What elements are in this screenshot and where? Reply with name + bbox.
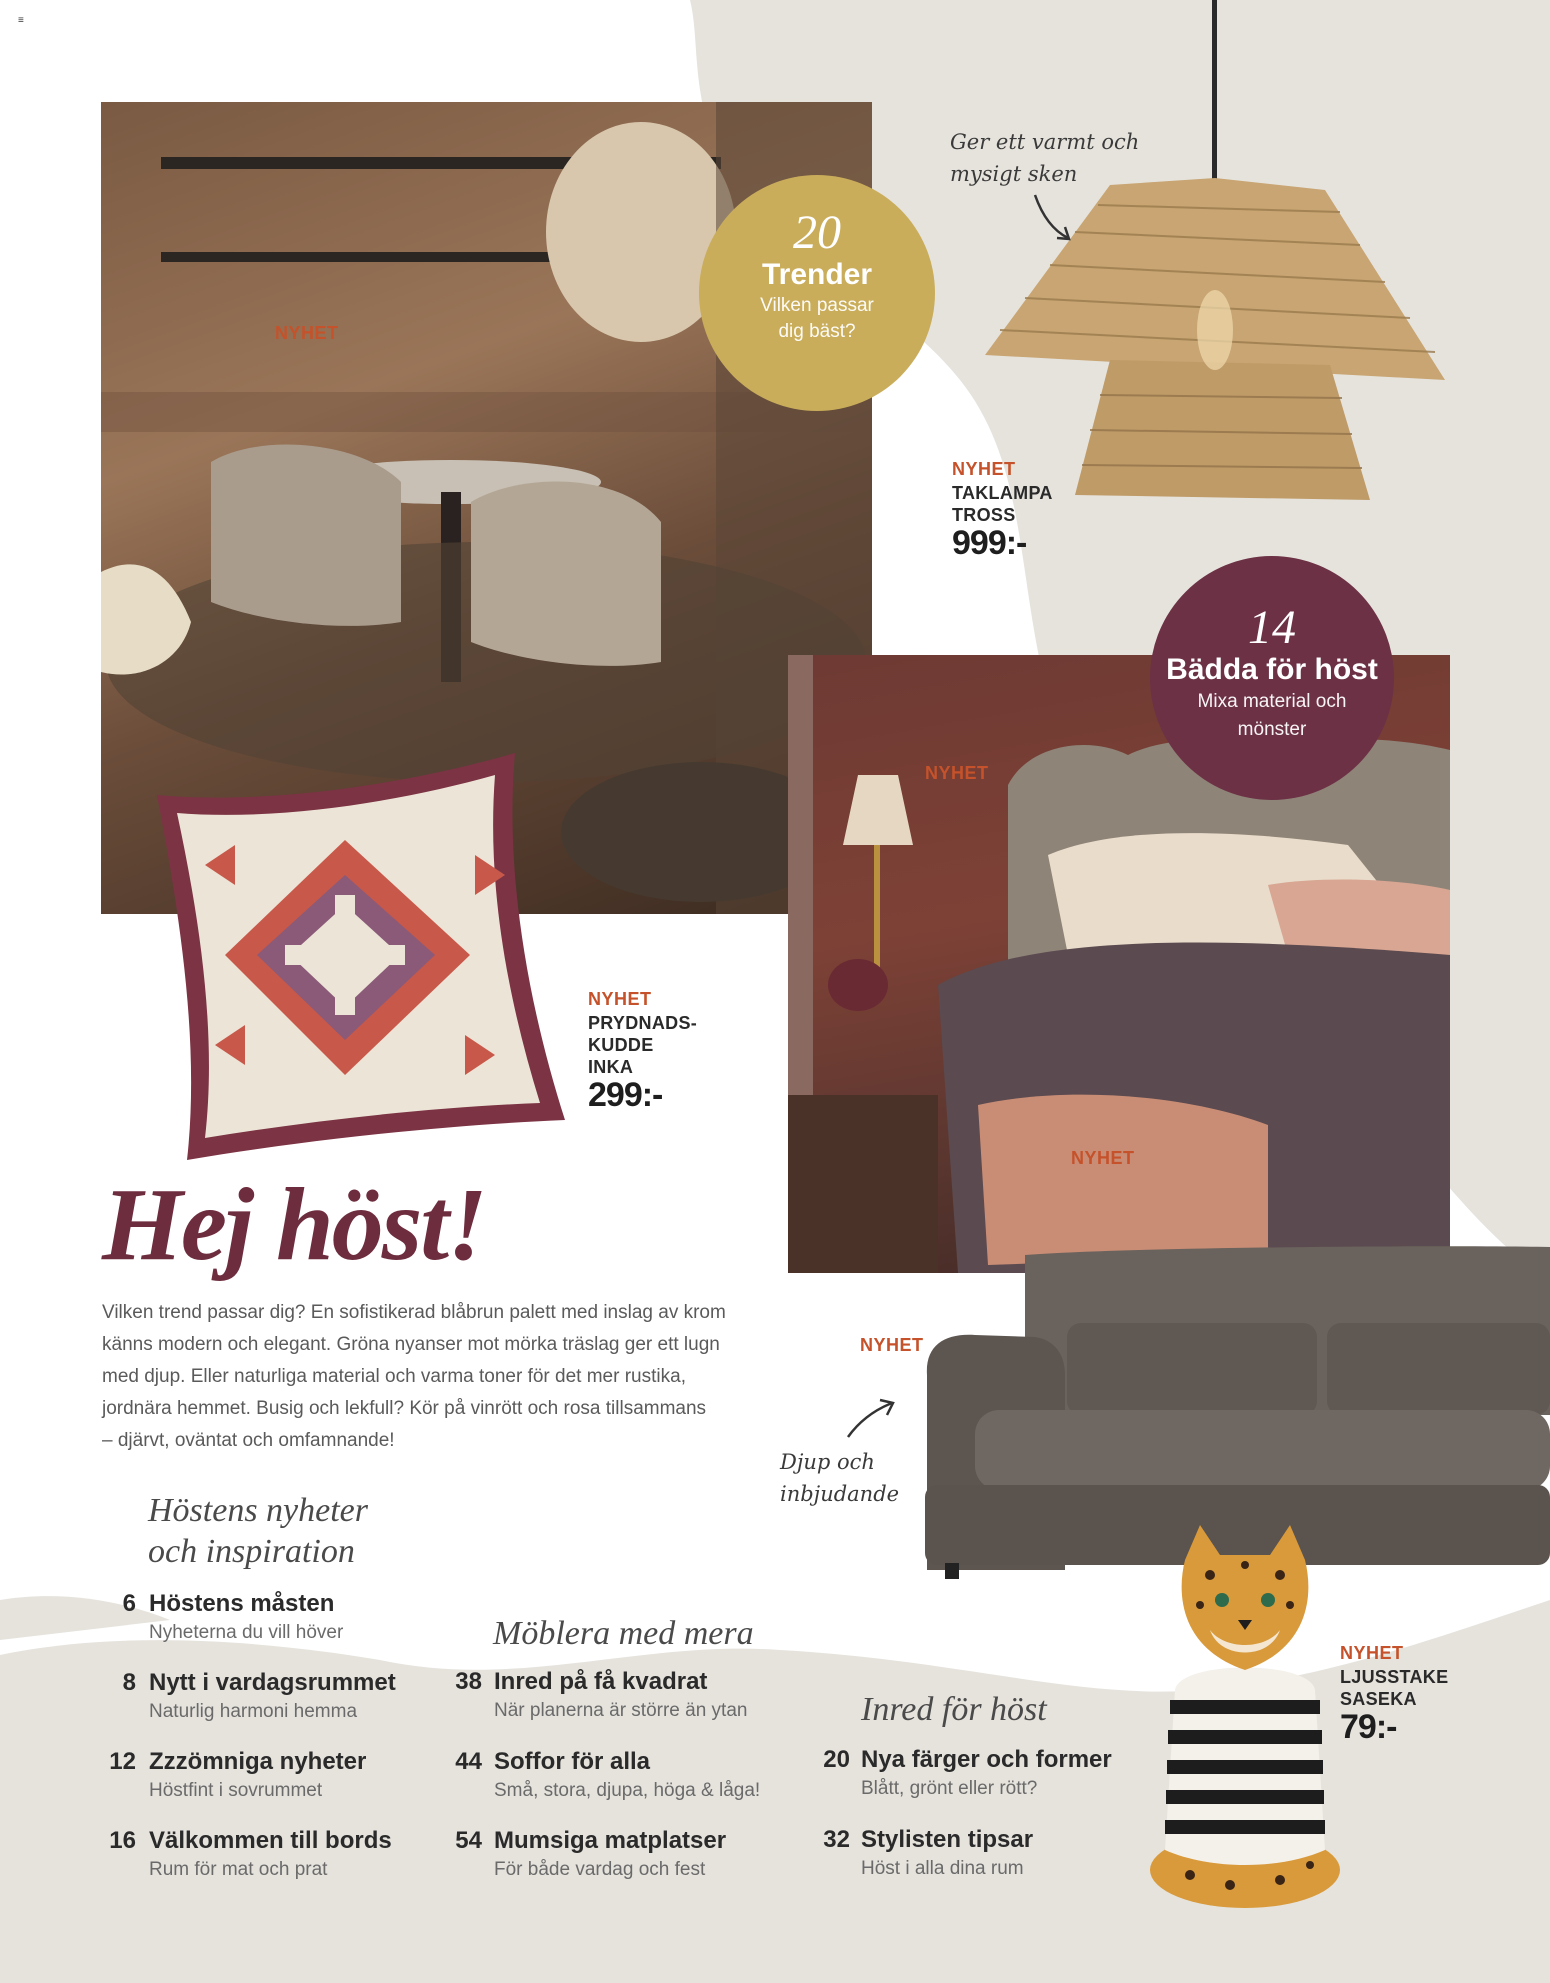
candleholder-nyhet-label: NYHET bbox=[1340, 1643, 1404, 1663]
trends-badge[interactable] bbox=[699, 175, 935, 411]
bedroom-bed-nyhet-label: NYHET bbox=[1071, 1148, 1135, 1168]
entry-subtitle: För både vardag och fest bbox=[494, 1859, 706, 1880]
entry-title: Välkommen till bords bbox=[149, 1827, 392, 1854]
entry-subtitle: Rum för mat och prat bbox=[149, 1859, 328, 1880]
intro-line-5: – djärvt, oväntat och omfamnande! bbox=[102, 1430, 395, 1451]
intro-line-2: känns modern och elegant. Gröna nyanser mot mörka träslag ger ett lugn bbox=[102, 1334, 720, 1355]
curved-arrow-icon bbox=[1030, 190, 1080, 245]
entry-subtitle: Höst i alla dina rum bbox=[861, 1858, 1024, 1879]
lamp-name-1: TAKLAMPA bbox=[952, 483, 1053, 503]
entry-page-number: 38 bbox=[455, 1668, 482, 1695]
entry-subtitle: Höstfint i sovrummet bbox=[149, 1780, 323, 1801]
bedding-badge[interactable] bbox=[1150, 556, 1394, 800]
bedding-badge-subtitle-2: mönster bbox=[1237, 719, 1307, 740]
dining-nyhet-label: NYHET bbox=[275, 323, 339, 343]
lamp-nyhet-label: NYHET bbox=[952, 459, 1016, 479]
entry-page-number: 12 bbox=[109, 1748, 136, 1775]
page-headline: Hej höst! bbox=[102, 1167, 486, 1282]
bedding-badge-title: Bädda för höst bbox=[1166, 653, 1378, 686]
arrow-up-right-icon bbox=[840, 1395, 900, 1445]
entry-title: Zzzömniga nyheter bbox=[149, 1748, 367, 1775]
contents-entry[interactable] bbox=[96, 1748, 476, 1810]
cushion-image bbox=[145, 745, 565, 1165]
contents-entry[interactable] bbox=[810, 1746, 1150, 1808]
intro-line-1: Vilken trend passar dig? En sofistikerad blåbrun palett med inslag av krom bbox=[102, 1302, 726, 1323]
candleholder-name-1: LJUSSTAKE bbox=[1340, 1667, 1449, 1687]
entry-title: Nya färger och former bbox=[861, 1746, 1112, 1773]
candleholder-name-2: SASEKA bbox=[1340, 1689, 1417, 1709]
section-1-title-line-1: Höstens nyheter bbox=[148, 1492, 369, 1529]
entry-page-number: 20 bbox=[823, 1746, 850, 1773]
bedroom-lamp-nyhet-label: NYHET bbox=[925, 763, 989, 783]
entry-title: Inred på få kvadrat bbox=[494, 1668, 708, 1695]
cushion-name-3: INKA bbox=[588, 1057, 634, 1077]
cushion-name-2: KUDDE bbox=[588, 1035, 654, 1055]
lamp-price: 999:- bbox=[952, 524, 1027, 562]
contents-entry[interactable] bbox=[96, 1827, 476, 1889]
contents-entry[interactable] bbox=[442, 1827, 822, 1889]
entry-title: Soffor för alla bbox=[494, 1748, 651, 1775]
contents-entry[interactable] bbox=[810, 1826, 1150, 1888]
entry-page-number: 16 bbox=[109, 1827, 136, 1854]
contents-section-1-title bbox=[148, 1490, 368, 1572]
entry-title: Stylisten tipsar bbox=[861, 1826, 1034, 1853]
intro-line-4: jordnära hemmet. Busig och lekfull? Kör på vinrött och rosa tillsammans bbox=[102, 1398, 707, 1419]
trends-badge-number: 20 bbox=[793, 206, 841, 259]
trends-badge-subtitle-2: dig bäst? bbox=[778, 321, 856, 342]
entry-title: Höstens måsten bbox=[149, 1590, 335, 1617]
trends-badge-subtitle-1: Vilken passar bbox=[760, 295, 874, 316]
entry-title: Mumsiga matplatser bbox=[494, 1827, 727, 1854]
intro-paragraph bbox=[102, 1297, 782, 1457]
lamp-handwriting-1: Ger ett varmt och bbox=[950, 130, 1140, 154]
lamp-name-2: TROSS bbox=[952, 505, 1016, 525]
menu-icon[interactable]: ≡ bbox=[18, 15, 24, 26]
entry-title: Nytt i vardagsrummet bbox=[149, 1669, 396, 1696]
pendant-lamp-image bbox=[980, 0, 1460, 510]
intro-line-3: med djup. Eller naturliga material och varma toner för det mer rustika, bbox=[102, 1366, 686, 1387]
entry-subtitle: Blått, grönt eller rött? bbox=[861, 1778, 1038, 1799]
candleholder-price: 79:- bbox=[1340, 1708, 1397, 1746]
cushion-price: 299:- bbox=[588, 1076, 663, 1114]
bedding-badge-number: 14 bbox=[1248, 601, 1296, 654]
entry-subtitle: Nyheterna du vill höver bbox=[149, 1622, 344, 1643]
entry-page-number: 54 bbox=[455, 1827, 482, 1854]
entry-page-number: 8 bbox=[122, 1669, 136, 1696]
entry-subtitle: När planerna är större än ytan bbox=[494, 1700, 748, 1721]
sofa-handwriting-2: inbjudande bbox=[780, 1482, 900, 1506]
bedding-badge-subtitle-1: Mixa material och bbox=[1197, 691, 1347, 712]
contents-section-3-title: Inred för höst bbox=[861, 1691, 1047, 1728]
cushion-name-1: PRYDNADS- bbox=[588, 1013, 698, 1033]
cushion-nyhet-label: NYHET bbox=[588, 989, 652, 1009]
entry-page-number: 6 bbox=[122, 1590, 136, 1617]
sofa-handwriting-1: Djup och bbox=[780, 1450, 875, 1474]
section-1-title-line-2: och inspiration bbox=[148, 1533, 355, 1570]
contents-entry[interactable] bbox=[96, 1669, 476, 1731]
contents-entry[interactable] bbox=[96, 1590, 476, 1652]
leopard-candleholder-image bbox=[1140, 1520, 1350, 1910]
entry-page-number: 44 bbox=[455, 1748, 482, 1775]
contents-entry[interactable] bbox=[442, 1668, 822, 1730]
entry-subtitle: Små, stora, djupa, höga & låga! bbox=[494, 1780, 761, 1801]
entry-subtitle: Naturlig harmoni hemma bbox=[149, 1701, 358, 1722]
contents-section-2-title: Möblera med mera bbox=[493, 1615, 754, 1652]
sofa-nyhet-label: NYHET bbox=[860, 1335, 924, 1355]
contents-entry[interactable] bbox=[442, 1748, 822, 1810]
trends-badge-title: Trender bbox=[761, 258, 873, 291]
lamp-handwriting-2: mysigt sken bbox=[950, 162, 1078, 186]
entry-page-number: 32 bbox=[823, 1826, 850, 1853]
